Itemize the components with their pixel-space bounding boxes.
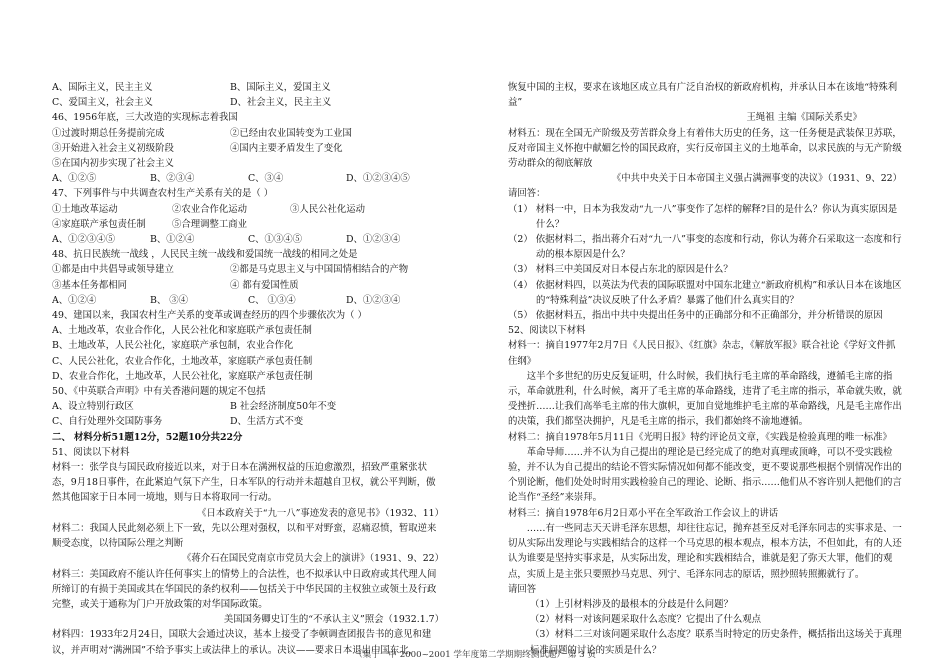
q52-question-1: （1）上引材料涉及的最根本的分歧是什么问题？	[530, 598, 733, 610]
q51-material-4: 材料四：1933年2月24日，国联大会通过决议，基本上接受了李顿调查团报告书的意见和建议，并声明对“满洲国”不给予事实上或法律上的承认。决议——要求日本退出中国东北，	[52, 629, 432, 656]
q45-option-d: D、社会主义，民主主义	[230, 97, 332, 109]
q48-option-d: D、①②③④	[346, 294, 401, 306]
q48-option-b: B、 ③④	[150, 294, 188, 306]
q50-option-d: D、生活方式不变	[230, 416, 304, 428]
q46-option-d: D、①②③④⑤	[346, 173, 410, 185]
q51-material-4-continued: 恢复中国的主权，要求在该地区成立具有广泛自治权的新政府机构，并承认日本在该地“特殊利益”	[508, 82, 898, 109]
q45-options-row2	[52, 95, 444, 110]
q46-item-4: ④国内主要矛盾发生了变化	[230, 142, 343, 154]
q51-material-1: 材料一：张学良与国民政府接近以来，对于日本在满洲权益的压迫愈激烈，招致严重紧张状态，9月18日事件，在此紧迫气氛下产生，日本军队的行动并未超越自卫权，就公平判断，傲然其他国家于日本同一境地，则与日本将取同一行动。	[52, 462, 436, 504]
q52-answer-prompt: 请回答	[508, 583, 537, 595]
q52-material-2: 材料二：摘自1978年5月11日《光明日报》特约评论员文章，《实践是检验真理的唯一标准》	[508, 431, 892, 443]
q49-option-a: A、土地改革，农业合作化，人民公社化和家庭联产承包责任制	[52, 325, 312, 337]
q45-options-row1	[52, 80, 444, 95]
section-2-heading: 二、 材料分析51题12分，52题10分共22分	[52, 431, 243, 443]
page-footer: （集宁一中 2000~2001 学年度第二学期期终测试题） 第 3 页	[354, 650, 596, 660]
q47-items-row1	[52, 202, 444, 217]
q51-question-2: （2） 依据材料二，指出蒋介石对“九一八”事变的态度和行动，你认为蒋介石采取这一态度和行动的根本原因是什么？	[508, 234, 902, 261]
q52-material-1-body: 这半个多世纪的历史反复证明，什么时候，我们执行毛主席的革命路线，遵循毛主席的指示，革命就胜利，什么时候，离开了毛主席的革命路线，违背了毛主席的指示，革命就失败，就受挫折……让我们高举毛主席的伟大旗帜，更加自觉地维护毛主席的革命路线，凡是毛主席作出的决策，我们都坚决拥护，凡是毛主席的指示，我们都始终不渝地遵循。	[508, 370, 902, 428]
q52-question-2: （2）材料一对该问题采取什么态度？它提出了什么观点	[530, 614, 761, 626]
q51-material-3: 材料三：美国政府不能认许任何事实上的情势上的合法性，也不拟承认中日政府或其代理人间所缔订的有损于美国或其在华国民的条约权利——包括关于中华民国的主权独立或领土及行政完整，或关于通称为门户开放政策的对华国际政策。	[52, 568, 437, 610]
q50-option-a: A、设立特别行政区	[52, 401, 134, 413]
q46-options	[52, 171, 444, 186]
q51-question-4: （4） 依据材料四，以英法为代表的国际联盟对中国东北建立“新政府机构”和承认日本在该地区的“特殊利益”决议反映了什么矛盾？暴露了他们什么真实目的？	[508, 279, 902, 306]
q46-item-1: ①过渡时期总任务提前完成	[52, 127, 165, 139]
q48-stem: 48、抗日民族统一战线 ，人民民主统一战线和爱国统一战线的相同之处是	[52, 249, 358, 261]
q45-option-c: C、爱国主义，社会主义	[52, 97, 153, 109]
q51-material-5-source: 《中共中央关于日本帝国主义强占满洲事变的决议》（1931、9、22）	[611, 173, 902, 185]
q50-option-c: C、自行处理外交国防事务	[52, 416, 163, 428]
q51-material-5: 材料五：现在全国无产阶级及劳苦群众身上有着伟大历史的任务，这一任务便是武装保卫苏联，反对帝国主义怀抱中献媚乞怜的国民政府，实行反帝国主义的土地革命，以求民族的与无产阶级劳动群众的彻底解放	[508, 127, 902, 170]
q46-item-5: ⑤在国内初步实现了社会主义	[52, 158, 174, 170]
q48-item-4: ④ 都有爱国性质	[230, 279, 299, 291]
q48-item-3: ③基本任务都相同	[52, 279, 128, 291]
q48-option-c: C、 ①③④	[248, 294, 296, 306]
q45-option-a: A、国际主义，民主主义	[52, 82, 153, 93]
q51-question-5: （5） 依据材料五，指出中共中央提出任务中的正确部分和不正确部分，并分析错误的原因	[508, 310, 883, 322]
q51-material-3-source: 美国国务卿史订生的“不承认主义”照会（1932.1.7）	[223, 614, 444, 626]
q48-item-2: ②都是马克思主义与中国国情相结合的产物	[230, 264, 409, 276]
q47-option-a: A、①②③④⑤	[52, 234, 116, 246]
q52-material-3: 材料三：摘自1978年6月2日邓小平在全军政治工作会议上的讲话	[508, 507, 779, 519]
q46-item-2: ②已经由农业国转变为工业国	[230, 127, 352, 139]
q46-stem: 46、1956年底，三大改造的实现标志着我国	[52, 112, 238, 124]
q52-material-3-body: ……有一些同志天天讲毛泽东思想，却往往忘记，抛弃甚至反对毛泽东同志的实事求是、一切从实际出发理论与实践相结合的这样一个马克思的根本观点，根本方法，不但如此，有的人还认为谁要是坚持实事求是，从实际出发，理论和实践相结合，谁就是犯了弥天大罪，他们的观点，实质上是主张只要照抄马克思、列宁、毛泽东同志的原话，照抄照转照搬就行了。	[508, 522, 902, 580]
q47-item-5: ⑤合理调整工商业	[172, 218, 248, 230]
q48-options	[52, 293, 444, 308]
q50-stem: 50、《中英联合声明》中有关香港问题的规定不包括	[52, 386, 266, 398]
q47-option-d: D、①②③④	[346, 234, 401, 246]
q48-option-a: A、①②④	[52, 294, 97, 306]
q49-option-c: C、人民公社化，农业合作化，土地改革，家庭联产承包责任制	[52, 355, 313, 367]
q47-options	[52, 232, 444, 247]
q47-option-b: B、①②④	[150, 234, 195, 246]
q45-option-b: B、国际主义，爱国主义	[230, 82, 331, 93]
q46-items-row2	[52, 141, 444, 156]
q47-item-2: ②农业合作化运动	[172, 203, 248, 215]
q51-material-2-source: 《蒋介石在国民党南京市党员大会上的演讲》（1931、9、22）	[181, 553, 444, 565]
q51-material-1-source: 《日本政府关于“九一八”事迹发表的意见书》（1932、11）	[197, 507, 444, 519]
q52-material-1: 材料一：摘自1977年2月7日《人民日报》、《红旗》杂志，《解放军报》联合社论《学好文件抓住纲》	[508, 340, 896, 367]
q47-item-1: ①土地改革运动	[52, 203, 118, 215]
q47-stem: 47、下列事件与中共调查农村生产关系有关的是（ ）	[52, 188, 274, 200]
q51-title: 51、阅读以下材料	[52, 446, 130, 458]
right-column	[508, 80, 902, 658]
q51-question-3: （3） 材料三中美国反对日本侵占东北的原因是什么？	[508, 264, 733, 276]
q52-title: 52、阅读以下材料	[508, 325, 586, 337]
q47-items-row2	[52, 217, 444, 232]
q50-option-b: B 社会经济制度50年不变	[230, 401, 337, 413]
q49-option-b: B、土地改革，人民公社化，家庭联产承包制，农业合作化	[52, 340, 294, 352]
q50-options-row2	[52, 414, 444, 429]
q52-question-3: （3）材料二三对该问题采取什么态度？联系当时特定的历史条件，概括指出这场关于真理标准问题的讨论的实质是什么？	[530, 629, 902, 656]
q48-items-row2	[52, 278, 444, 293]
q50-options-row1	[52, 399, 444, 414]
q46-option-c: C、③④	[248, 173, 284, 185]
q51-question-1: （1） 材料一中，日本为我发动“九一八”事变作了怎样的解释?目的是什么？你认为真实原因是什么？	[508, 203, 898, 230]
q46-items-row1	[52, 126, 444, 141]
left-column	[52, 80, 444, 658]
q47-item-4: ④家庭联产承包责任制	[52, 218, 146, 230]
q46-option-a: A、①②⑤	[52, 173, 97, 185]
q47-option-c: C、①③④⑤	[248, 234, 303, 246]
q49-stem: 49、建国以来，我国农村生产关系的变革或调查经历的四个步骤依次为（ ）	[52, 310, 367, 322]
q48-items-row1	[52, 262, 444, 277]
q51-material-2: 材料二：我国人民此刻必须上下一致，先以公理对强权，以和平对野蛮，忍痛忍愤，暂取逆来顺受态度，以待国际公理之判断	[52, 522, 437, 550]
q48-item-1: ①都是由中共倡导或领导建立	[52, 264, 174, 276]
q47-item-3: ③人民公社化运动	[290, 203, 366, 215]
q51-answer-prompt: 请回答：	[508, 188, 546, 200]
q49-option-d: D、农业合作化，土地改革，人民公社化，家庭联产承包责任制	[52, 370, 313, 382]
q51-material-4-source: 王绳祖 主编《国际关系史》	[746, 112, 862, 124]
q46-item-3: ③开始进入社会主义初级阶段	[52, 142, 174, 154]
q46-option-b: B、②③④	[150, 173, 195, 185]
q52-material-2-body: 革命导师……并不认为自己提出的理论是已经完成了的绝对真理或顶峰，可以不受实践检验，并不认为自己提出的结论不管实际情况如何都不能改变，更不要说那些根据个别情况作出的个别论断，他们处处时时用实践检验自己的理论、论断、指示……他们从不容许别人把他们的言论当作“圣经”来崇拜。	[508, 446, 902, 504]
